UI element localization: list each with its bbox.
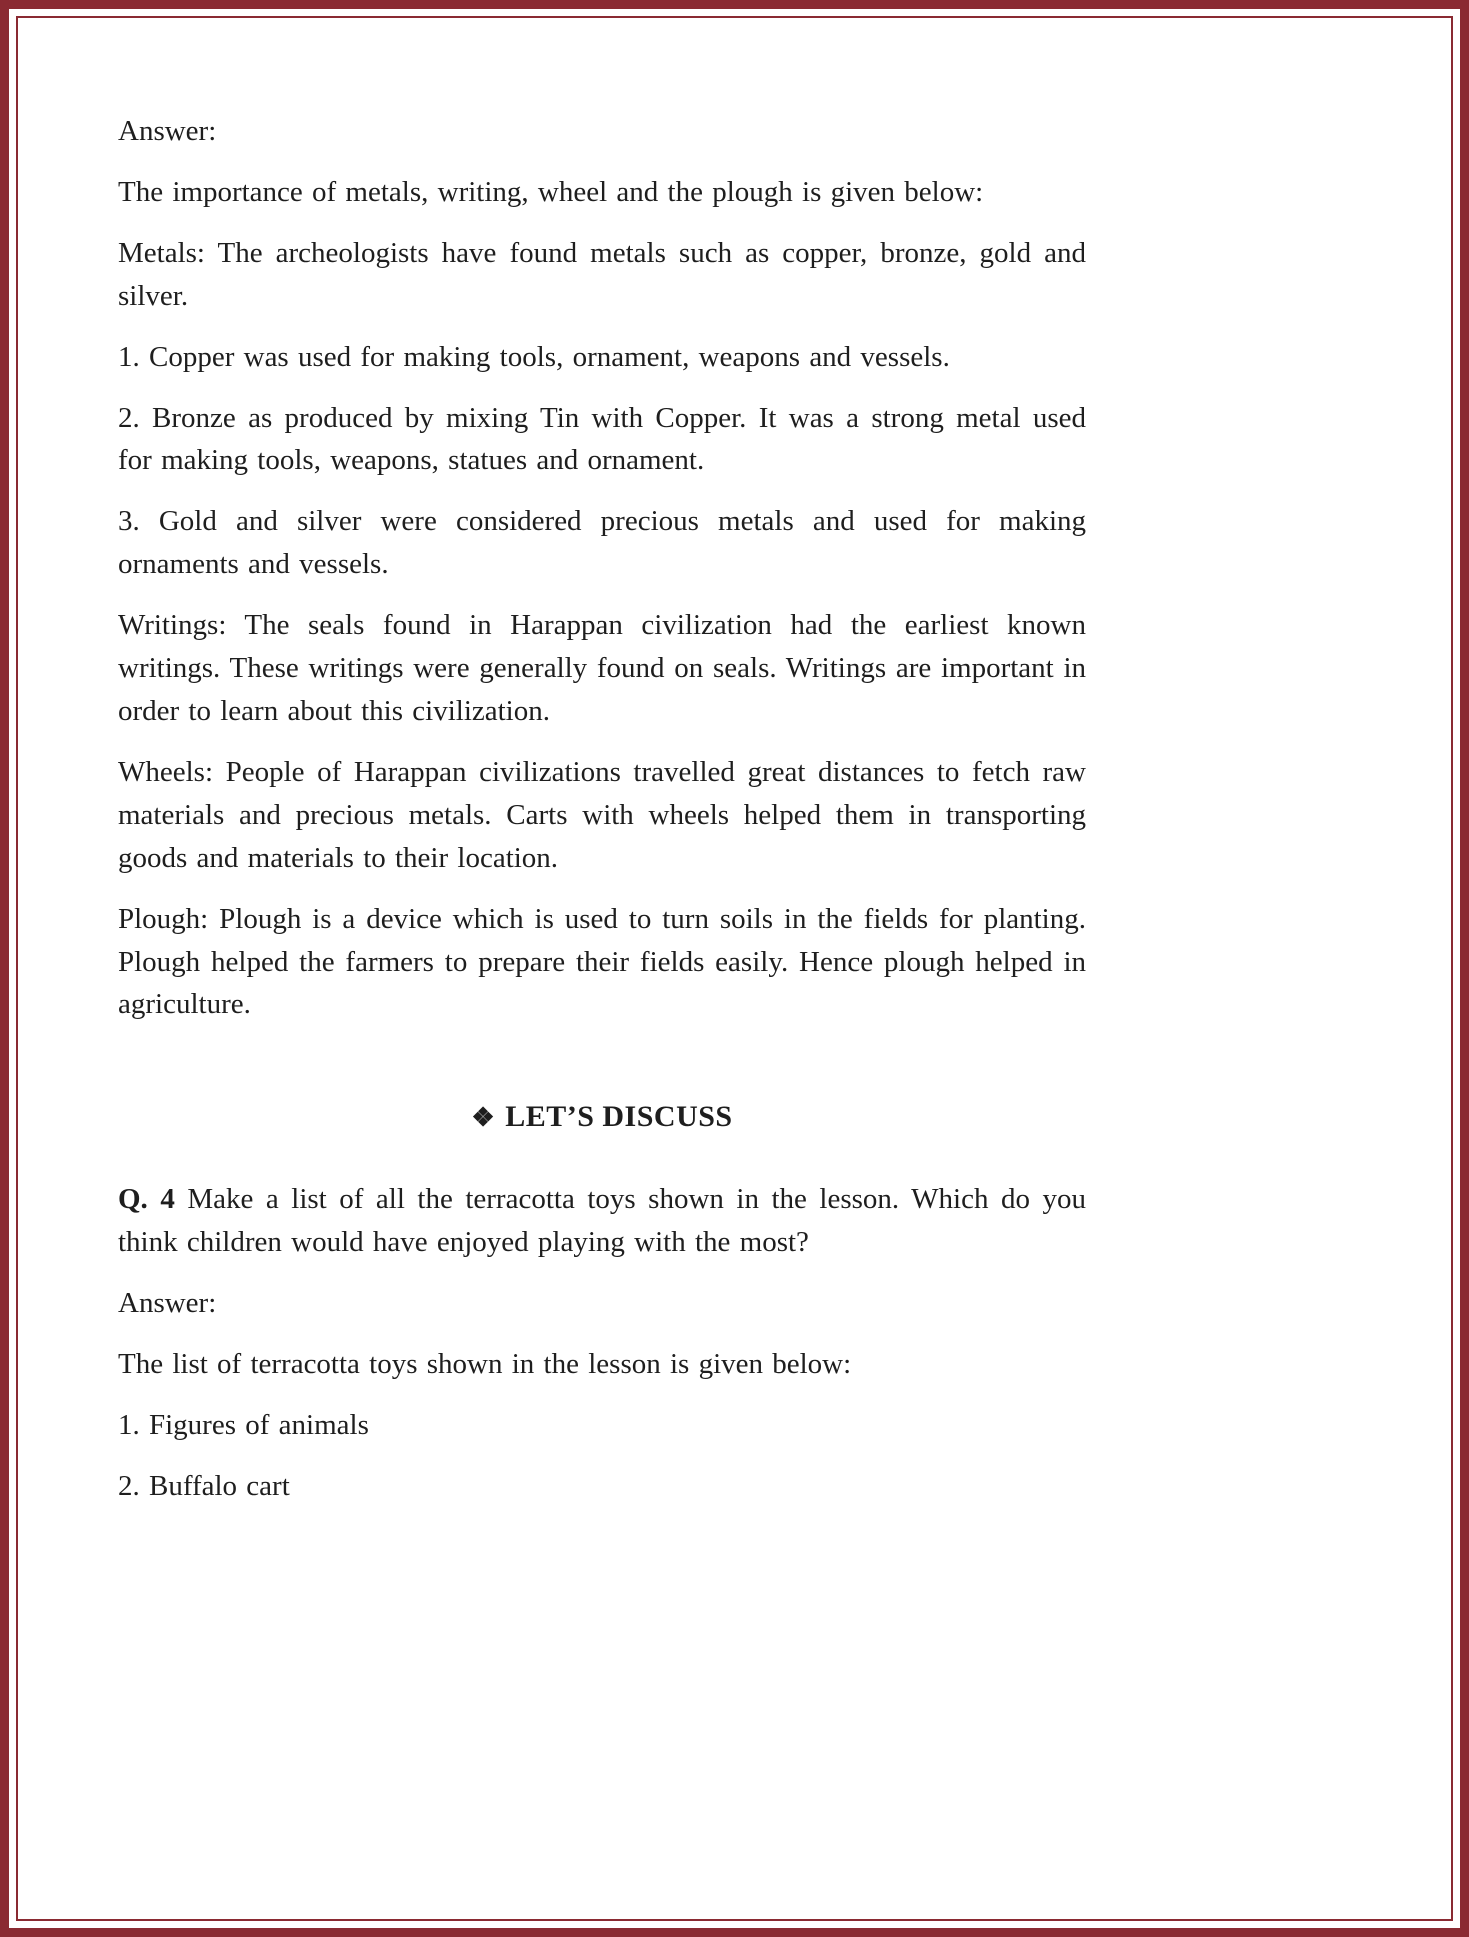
paragraph-bronze: 2. Bronze as produced by mixing Tin with Copper. It was a strong metal used for making tools, weapons, statues and ornament. <box>118 401 1086 477</box>
question-4 <box>118 1178 1086 1264</box>
document-body <box>118 110 1086 1526</box>
answer-label-2: Answer: <box>118 1287 217 1320</box>
paragraph-metals: Metals: The archeologists have found metals such as copper, bronze, gold and silver. <box>118 236 1086 312</box>
paragraph-toy-list-intro: The list of terracotta toys shown in the lesson is given below: <box>118 1348 852 1381</box>
question-4-text: Make a list of all the terracotta toys shown in the lesson. Which do you think children would have enjoyed playing with the most? <box>118 1183 1086 1259</box>
paragraph-writings: Writings: The seals found in Harappan civilization had the earliest known writings. These writings were generally found on seals. Writings are important in order to learn about this civilization. <box>118 609 1086 727</box>
paragraph-wheels: Wheels: People of Harappan civilizations travelled great distances to fetch raw materials and precious metals. Carts with wheels helped them in transporting goods and materials to their location. <box>118 755 1086 874</box>
discuss-heading <box>118 1100 1086 1134</box>
answer-label: Answer: <box>118 115 217 147</box>
list-item-figures-of-animals: 1. Figures of animals <box>118 1408 369 1441</box>
question-4-label: Q. 4 <box>118 1183 175 1216</box>
paragraph-copper: 1. Copper was used for making tools, ornament, weapons and vessels. <box>118 340 950 373</box>
diamond-icon: ❖ <box>471 1103 496 1133</box>
paragraph-gold-silver: 3. Gold and silver were considered precious metals and used for making ornaments and vessels. <box>118 505 1086 581</box>
discuss-heading-label: LET’S DISCUSS <box>505 1100 733 1134</box>
list-item-buffalo-cart: 2. Buffalo cart <box>118 1469 290 1502</box>
paragraph-plough: Plough: Plough is a device which is used to turn soils in the fields for planting. Plough helped the farmers to prepare their fields easily. Hence plough helped in agriculture. <box>118 902 1086 1021</box>
paragraph-intro: The importance of metals, writing, wheel and the plough is given below: <box>118 175 984 208</box>
